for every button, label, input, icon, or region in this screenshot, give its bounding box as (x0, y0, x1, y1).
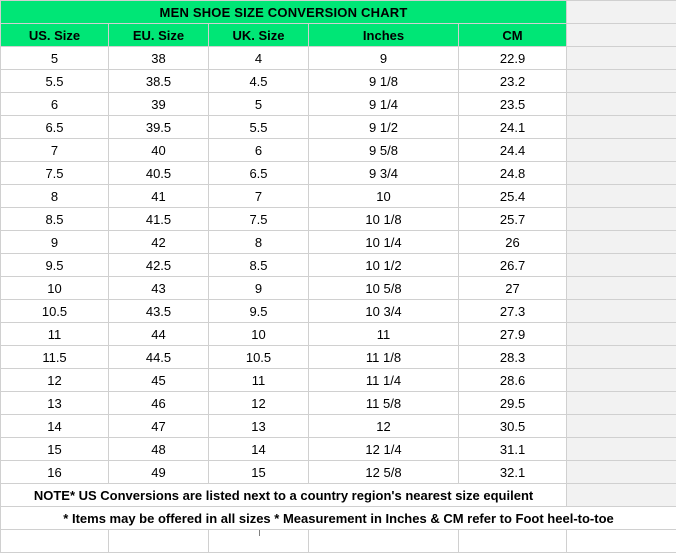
cell-inches: 10 1/2 (309, 254, 459, 277)
cell-eu-size: 45 (109, 369, 209, 392)
table-row (1, 461, 676, 484)
cell-uk-size: 12 (209, 392, 309, 415)
table-row (1, 277, 676, 300)
table-row (1, 139, 676, 162)
cell-inches: 9 (309, 47, 459, 70)
empty-cell (567, 484, 676, 507)
cell-eu-size: 43.5 (109, 300, 209, 323)
cell-uk-size: 4.5 (209, 70, 309, 93)
cell-cm: 24.8 (459, 162, 567, 185)
cell-cm: 25.7 (459, 208, 567, 231)
cell-eu-size: 42 (109, 231, 209, 254)
cell-inches: 12 1/4 (309, 438, 459, 461)
cell-us-size: 15 (1, 438, 109, 461)
cell-inches: 9 1/8 (309, 70, 459, 93)
table-row (1, 208, 676, 231)
column-header-inches: Inches (309, 24, 459, 47)
cell-cm: 31.1 (459, 438, 567, 461)
empty-cell (567, 208, 676, 231)
empty-cell (567, 461, 676, 484)
table-body (1, 1, 676, 553)
cell-cm: 30.5 (459, 415, 567, 438)
cell-us-size: 7.5 (1, 162, 109, 185)
cell-uk-size: 6.5 (209, 162, 309, 185)
cell-eu-size: 41.5 (109, 208, 209, 231)
table-row (1, 162, 676, 185)
empty-cell (567, 1, 676, 24)
cell-us-size: 11 (1, 323, 109, 346)
note-row-1 (1, 484, 676, 507)
footer-cell (459, 530, 567, 553)
cell-eu-size: 38.5 (109, 70, 209, 93)
header-row (1, 24, 676, 47)
cell-cm: 26 (459, 231, 567, 254)
table-row (1, 70, 676, 93)
empty-cell (567, 24, 676, 47)
table-row (1, 369, 676, 392)
cell-us-size: 7 (1, 139, 109, 162)
cell-cm: 22.9 (459, 47, 567, 70)
cell-us-size: 5 (1, 47, 109, 70)
cell-eu-size: 39 (109, 93, 209, 116)
empty-cell (567, 415, 676, 438)
cell-uk-size: 9.5 (209, 300, 309, 323)
cell-us-size: 10 (1, 277, 109, 300)
cell-cm: 32.1 (459, 461, 567, 484)
cell-us-size: 12 (1, 369, 109, 392)
cell-eu-size: 39.5 (109, 116, 209, 139)
cell-inches: 11 5/8 (309, 392, 459, 415)
cell-us-size: 9.5 (1, 254, 109, 277)
cell-cm: 28.6 (459, 369, 567, 392)
empty-cell (567, 369, 676, 392)
cell-eu-size: 42.5 (109, 254, 209, 277)
cell-eu-size: 41 (109, 185, 209, 208)
cell-uk-size: 9 (209, 277, 309, 300)
empty-cell (567, 254, 676, 277)
cell-cm: 28.3 (459, 346, 567, 369)
cell-inches: 10 3/4 (309, 300, 459, 323)
note-measurement: * Items may be offered in all sizes * Measurement in Inches & CM refer to Foot heel-to-toe (1, 507, 676, 530)
cell-inches: 9 1/4 (309, 93, 459, 116)
cell-cm: 26.7 (459, 254, 567, 277)
cell-inches: 9 1/2 (309, 116, 459, 139)
cell-uk-size: 11 (209, 369, 309, 392)
empty-cell (567, 323, 676, 346)
cell-uk-size: 7 (209, 185, 309, 208)
cell-uk-size: 7.5 (209, 208, 309, 231)
cell-us-size: 9 (1, 231, 109, 254)
cell-cm: 27.9 (459, 323, 567, 346)
cell-us-size: 8 (1, 185, 109, 208)
empty-cell (567, 116, 676, 139)
cell-us-size: 16 (1, 461, 109, 484)
empty-cell (567, 438, 676, 461)
cell-eu-size: 40.5 (109, 162, 209, 185)
empty-cell (567, 346, 676, 369)
table-row (1, 415, 676, 438)
table-row (1, 185, 676, 208)
table-row (1, 47, 676, 70)
footer-cell (567, 530, 676, 553)
cell-us-size: 6.5 (1, 116, 109, 139)
column-header-cm: CM (459, 24, 567, 47)
cell-inches: 12 (309, 415, 459, 438)
empty-cell (567, 47, 676, 70)
cell-cm: 23.2 (459, 70, 567, 93)
footer-cell (309, 530, 459, 553)
cell-cm: 23.5 (459, 93, 567, 116)
cell-cm: 27 (459, 277, 567, 300)
cell-eu-size: 44 (109, 323, 209, 346)
empty-cell (567, 392, 676, 415)
cell-eu-size: 48 (109, 438, 209, 461)
cell-inches: 12 5/8 (309, 461, 459, 484)
cell-us-size: 10.5 (1, 300, 109, 323)
empty-cell (567, 277, 676, 300)
cell-inches: 9 3/4 (309, 162, 459, 185)
table-row (1, 93, 676, 116)
cell-eu-size: 47 (109, 415, 209, 438)
empty-cell (567, 300, 676, 323)
table-row (1, 438, 676, 461)
empty-cell (567, 185, 676, 208)
cell-uk-size: 4 (209, 47, 309, 70)
cell-eu-size: 40 (109, 139, 209, 162)
column-header-eu-size: EU. Size (109, 24, 209, 47)
footer-cell (109, 530, 209, 553)
table-row (1, 323, 676, 346)
table-row (1, 116, 676, 139)
cell-us-size: 6 (1, 93, 109, 116)
table-row (1, 231, 676, 254)
table-row (1, 392, 676, 415)
empty-cell (567, 139, 676, 162)
cell-us-size: 14 (1, 415, 109, 438)
cell-inches: 10 (309, 185, 459, 208)
cell-uk-size: 6 (209, 139, 309, 162)
empty-cell (567, 70, 676, 93)
cell-cm: 29.5 (459, 392, 567, 415)
note-conversions: NOTE* US Conversions are listed next to a country region's nearest size equilent (1, 484, 567, 507)
empty-cell (567, 93, 676, 116)
cell-eu-size: 44.5 (109, 346, 209, 369)
cell-uk-size: 5 (209, 93, 309, 116)
title-row (1, 1, 676, 24)
footer-cell (1, 530, 109, 553)
cell-uk-size: 5.5 (209, 116, 309, 139)
cell-inches: 11 1/8 (309, 346, 459, 369)
table-row (1, 254, 676, 277)
empty-cell (567, 231, 676, 254)
cell-uk-size: 10 (209, 323, 309, 346)
table-row (1, 300, 676, 323)
cell-us-size: 8.5 (1, 208, 109, 231)
cell-inches: 9 5/8 (309, 139, 459, 162)
cell-us-size: 13 (1, 392, 109, 415)
chart-title: MEN SHOE SIZE CONVERSION CHART (1, 1, 567, 24)
cell-inches: 11 1/4 (309, 369, 459, 392)
cell-uk-size: 8 (209, 231, 309, 254)
cell-uk-size: 13 (209, 415, 309, 438)
cell-eu-size: 46 (109, 392, 209, 415)
footer-row (1, 530, 676, 553)
column-header-uk-size: UK. Size (209, 24, 309, 47)
cell-cm: 24.1 (459, 116, 567, 139)
cell-inches: 10 1/4 (309, 231, 459, 254)
empty-cell (567, 162, 676, 185)
column-header-us-size: US. Size (1, 24, 109, 47)
cell-inches: 11 (309, 323, 459, 346)
cell-eu-size: 38 (109, 47, 209, 70)
cell-us-size: 5.5 (1, 70, 109, 93)
cell-inches: 10 5/8 (309, 277, 459, 300)
cell-cm: 25.4 (459, 185, 567, 208)
table-row (1, 346, 676, 369)
cell-uk-size: 8.5 (209, 254, 309, 277)
cell-uk-size: 14 (209, 438, 309, 461)
note-row-2 (1, 507, 676, 530)
cell-inches: 10 1/8 (309, 208, 459, 231)
cell-cm: 24.4 (459, 139, 567, 162)
cell-cm: 27.3 (459, 300, 567, 323)
cell-eu-size: 49 (109, 461, 209, 484)
cell-uk-size: 15 (209, 461, 309, 484)
footer-cell (209, 530, 309, 553)
cell-us-size: 11.5 (1, 346, 109, 369)
cell-uk-size: 10.5 (209, 346, 309, 369)
cell-eu-size: 43 (109, 277, 209, 300)
